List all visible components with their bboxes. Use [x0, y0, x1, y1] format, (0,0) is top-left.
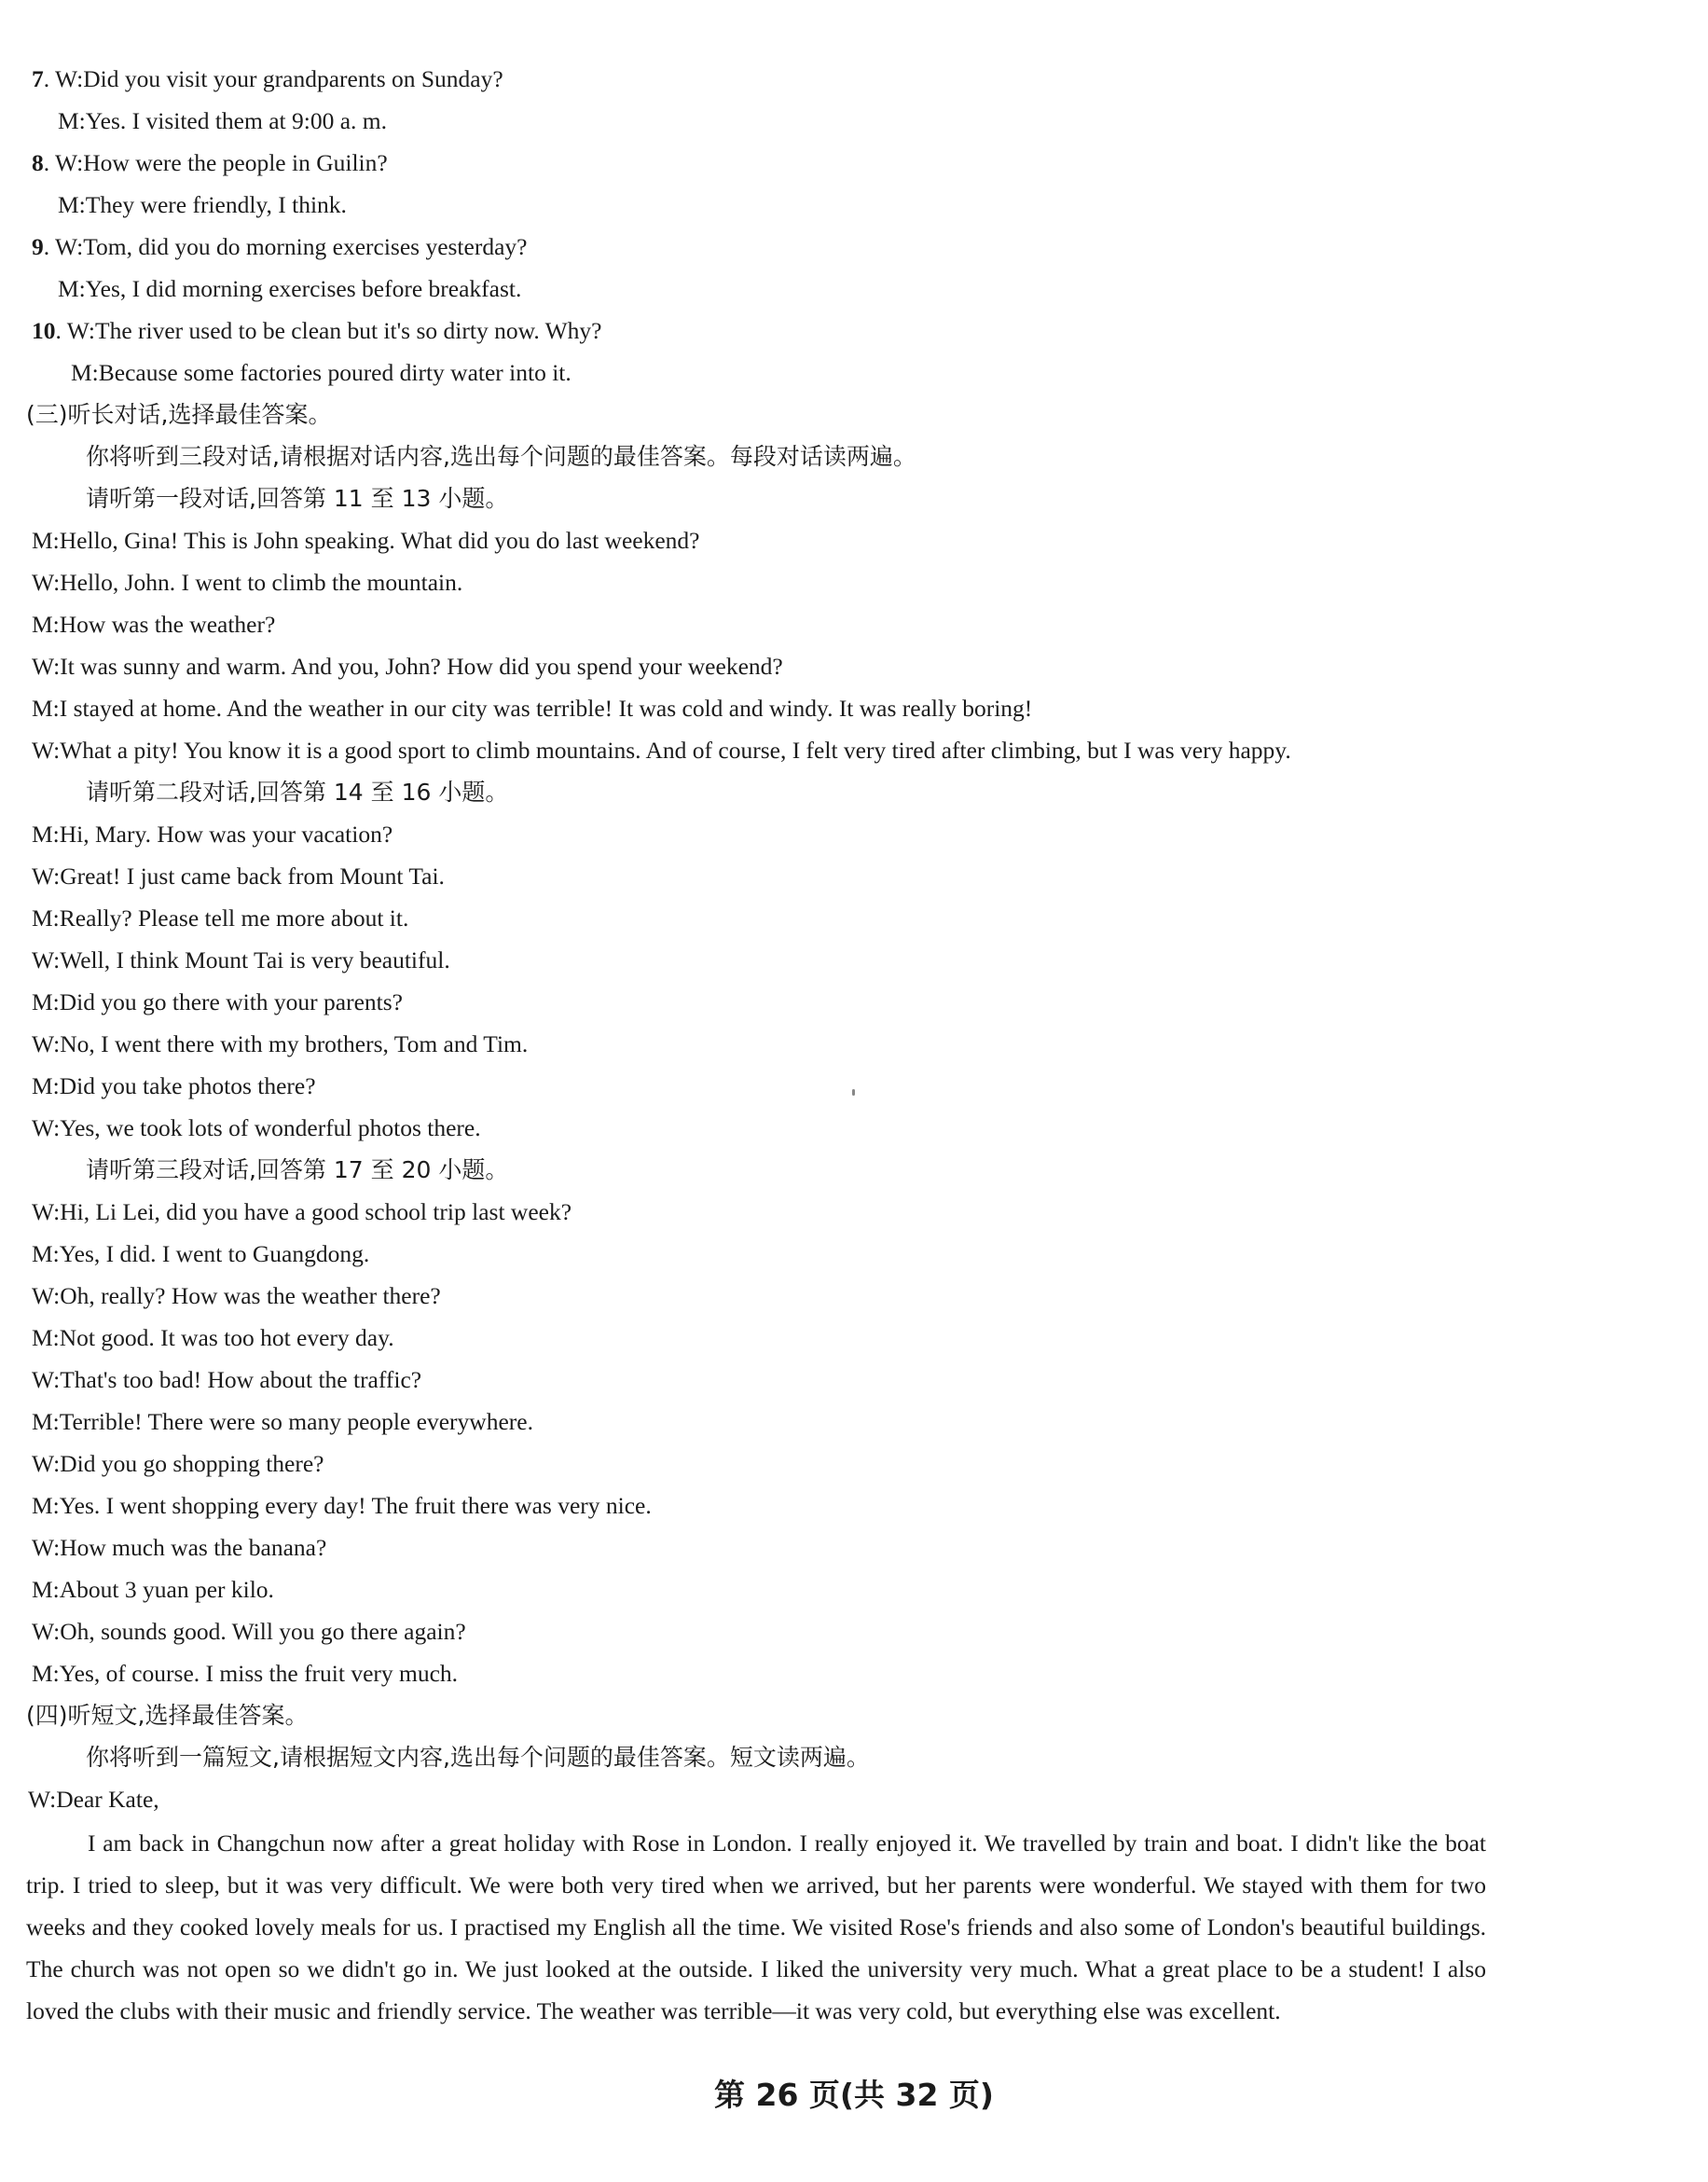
dialog-3-line: M:Not good. It was too hot every day. — [32, 1324, 394, 1351]
question-text: . W:Did you visit your grandparents on Sunday? — [43, 65, 503, 92]
dialog-1-line: W:Hello, John. I went to climb the mountain. — [32, 569, 463, 596]
item-number: 9 — [32, 233, 44, 260]
dialog-3-line: W:Oh, sounds good. Will you go there again? — [32, 1618, 466, 1645]
section-4-title: (四)听短文,选择最佳答案。 — [26, 1702, 309, 1729]
item-number: 10 — [32, 317, 56, 344]
item-9-question — [32, 227, 1486, 268]
dialog-3-line: W:How much was the banana? — [32, 1534, 327, 1561]
dialog-2-line: W:Yes, we took lots of wonderful photos there. — [32, 1114, 481, 1141]
dialog-3-line: M:Yes, of course. I miss the fruit very much. — [32, 1660, 459, 1687]
item-number: 7 — [32, 65, 44, 92]
dialog-3-line: M:About 3 yuan per kilo. — [32, 1576, 274, 1603]
item-8-question — [32, 143, 1486, 184]
question-text: . W:The river used to be clean but it's so dirty now. Why? — [55, 317, 602, 344]
dialog-2-line: W:Well, I think Mount Tai is very beautiful. — [32, 946, 450, 974]
section-3-intro: 你将听到三段对话,请根据对话内容,选出每个问题的最佳答案。每段对话读两遍。 — [86, 443, 916, 470]
dialog-3-line: M:Yes, I did. I went to Guangdong. — [32, 1240, 370, 1267]
dialog-1-line: W:It was sunny and warm. And you, John? How did you spend your weekend? — [32, 653, 783, 680]
dialog-1-label: 请听第一段对话,回答第 11 至 13 小题。 — [86, 485, 509, 512]
dialog-3-line: W:Hi, Li Lei, did you have a good school trip last week? — [32, 1198, 572, 1225]
dialog-2-line: M:Did you take photos there? — [32, 1072, 316, 1099]
page-footer: 第 26 页(共 32 页) — [714, 2077, 994, 2113]
scan-speck — [852, 1089, 855, 1096]
item-number: 8 — [32, 149, 44, 176]
section-3-title: (三)听长对话,选择最佳答案。 — [26, 401, 332, 428]
dialog-3-line: W:Did you go shopping there? — [32, 1450, 324, 1477]
item-8-answer: M:They were friendly, I think. — [58, 191, 347, 218]
dialog-3-line: W:That's too bad! How about the traffic? — [32, 1366, 422, 1393]
dialog-1-line: M:I stayed at home. And the weather in our city was terrible! It was cold and windy. It was really boring! — [32, 695, 1033, 722]
dialog-2-label: 请听第二段对话,回答第 14 至 16 小题。 — [86, 779, 509, 806]
item-9-answer: M:Yes, I did morning exercises before breakfast. — [58, 275, 522, 302]
dialog-2-line: M:Did you go there with your parents? — [32, 988, 404, 1015]
item-10-answer: M:Because some factories poured dirty water into it. — [71, 359, 572, 386]
question-text: . W:How were the people in Guilin? — [43, 149, 388, 176]
dialog-2-line: W:Great! I just came back from Mount Tai. — [32, 863, 445, 890]
item-10-question — [32, 311, 1486, 352]
dialog-1-line: W:What a pity! You know it is a good sport to climb mountains. And of course, I felt very tired after climbing, but I was very happy. — [32, 737, 1291, 764]
item-7-question — [32, 59, 1486, 100]
dialog-1-line: M:How was the weather? — [32, 611, 276, 638]
dialog-3-line: M:Yes. I went shopping every day! The fruit there was very nice. — [32, 1492, 652, 1519]
letter-salutation: W:Dear Kate, — [28, 1786, 159, 1813]
listening-passage: I am back in Changchun now after a great holiday with Rose in London. I really enjoyed it. We travelled by train and boat. I didn't like the boat trip. I tried to sleep, but it was very difficult. We were both very tired when we arrived, but her parents were wonderful. We stayed with them for two weeks and they cooked lovely meals for us. I practised my English all the time. We visited Rose's friends and also some of London's beautiful buildings. The church was not open so we didn't go in. We just looked at the outside. I liked the university very much. What a great place to be a student! I also loved the clubs with their music and friendly service. The weather was terrible—it was very cold, but everything else was excellent. — [26, 1830, 1486, 2024]
dialog-3-line: W:Oh, really? How was the weather there? — [32, 1282, 441, 1309]
question-text: . W:Tom, did you do morning exercises yesterday? — [43, 233, 528, 260]
dialog-2-line: W:No, I went there with my brothers, Tom and Tim. — [32, 1030, 529, 1057]
dialog-1-line: M:Hello, Gina! This is John speaking. What did you do last weekend? — [32, 527, 700, 554]
item-7-answer: M:Yes. I visited them at 9:00 a. m. — [58, 107, 387, 134]
dialog-3-label: 请听第三段对话,回答第 17 至 20 小题。 — [86, 1156, 509, 1183]
dialog-2-line: M:Hi, Mary. How was your vacation? — [32, 821, 393, 848]
section-4-intro: 你将听到一篇短文,请根据短文内容,选出每个问题的最佳答案。短文读两遍。 — [86, 1744, 870, 1771]
dialog-2-line: M:Really? Please tell me more about it. — [32, 905, 409, 932]
dialog-3-line: M:Terrible! There were so many people everywhere. — [32, 1408, 533, 1435]
